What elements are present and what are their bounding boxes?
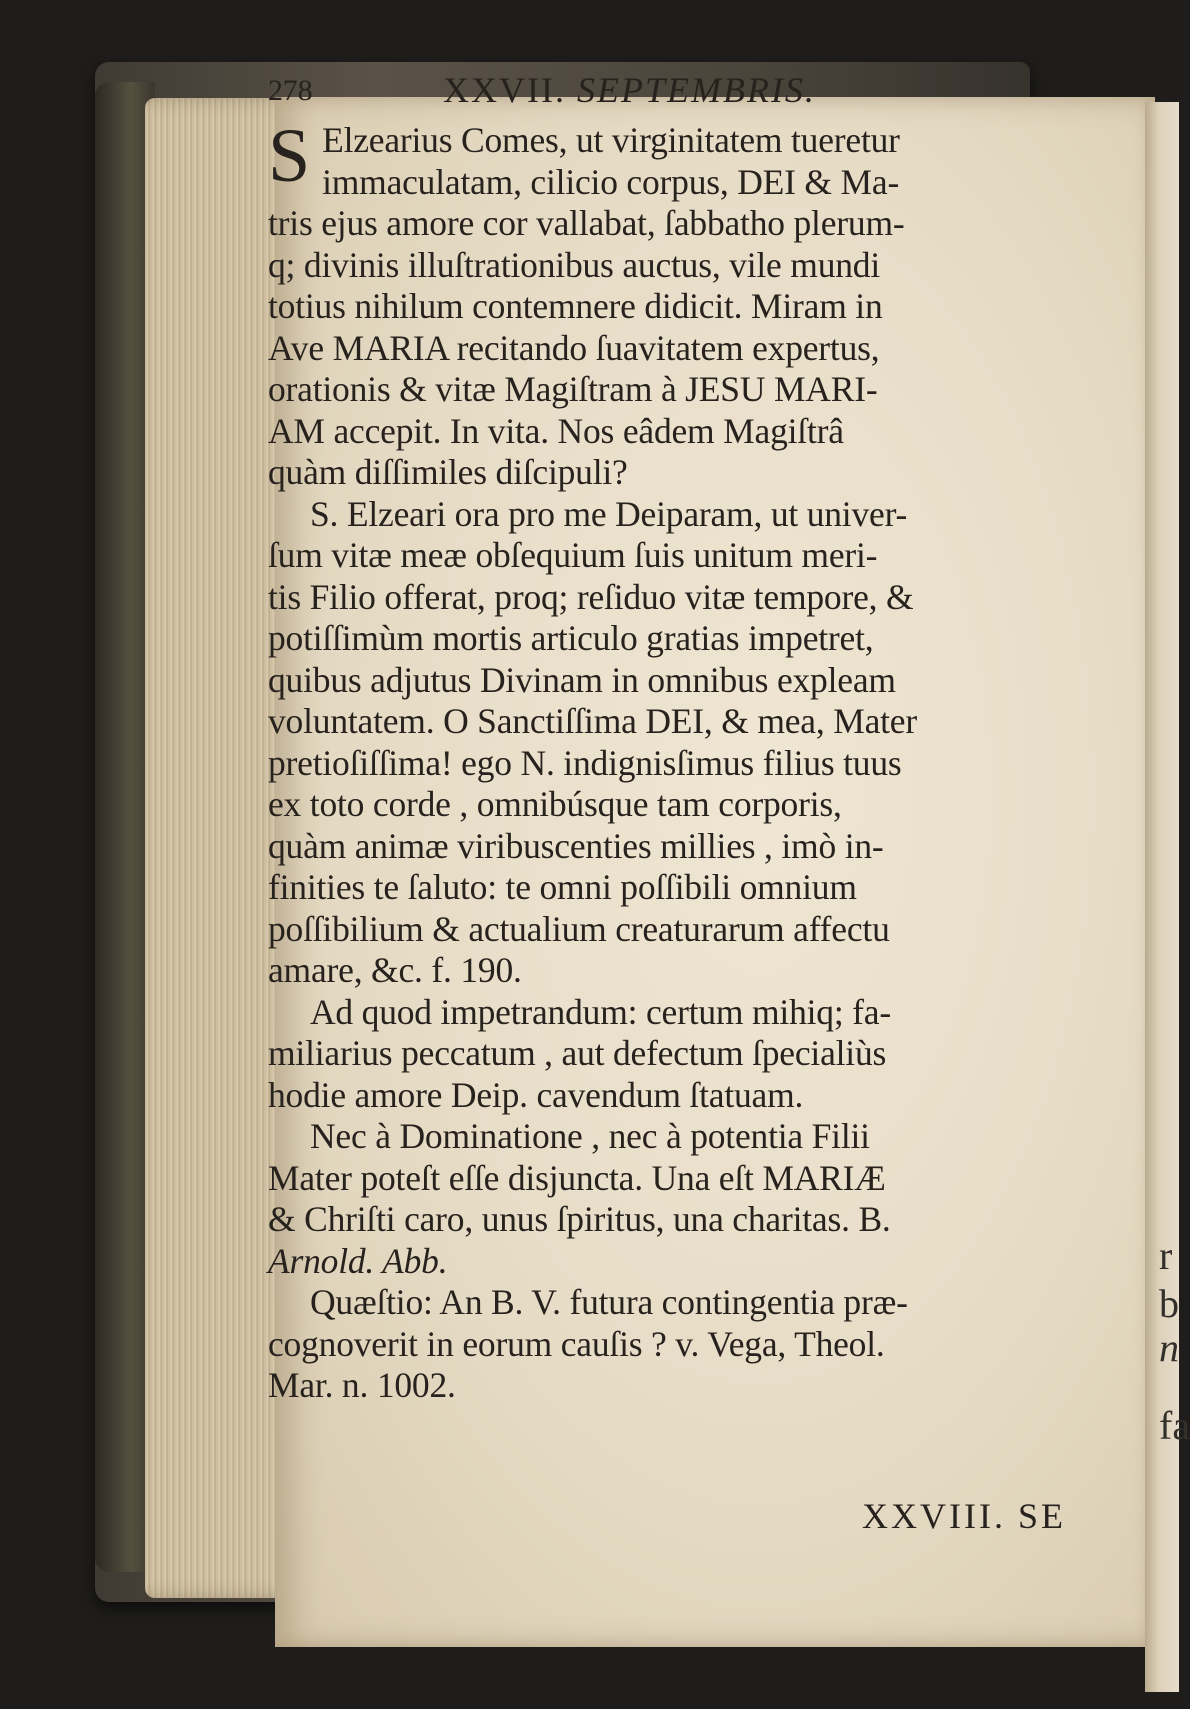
- text-line: Ad quod impetrandum: certum mihiq; fa-: [310, 991, 891, 1032]
- next-page-fragment: fa: [1159, 1403, 1190, 1448]
- text-line: immaculatam, cilicio corpus, DEI & Ma-: [322, 161, 900, 202]
- next-page-edge: [1145, 102, 1190, 1692]
- text-line: Quæſtio: An B. V. futura contingentia præ-: [310, 1282, 908, 1322]
- text-line: finities te ſaluto: te omni poſſibili omnium: [268, 867, 857, 907]
- heading-month: SEPTEMBRIS.: [576, 70, 816, 110]
- text-line: ex toto corde , omnibúsque tam corporis,: [268, 784, 842, 824]
- text-line: q; divinis illuſtrationibus auctus, vile mundi: [268, 244, 881, 285]
- text-line: totius nihilum contemnere didicit. Miram in: [268, 286, 883, 326]
- text-line: pretioſiſſima! ego N. indignisſimus filius tuus: [268, 742, 902, 783]
- text-line: tris ejus amore cor vallabat, ſabbatho plerum-: [268, 203, 905, 243]
- text-line: poſſibilium & actualium creaturarum affectu: [268, 908, 890, 949]
- catchword: XXVIII. SE: [862, 1496, 1066, 1536]
- text-line: AM accepit. In vita. Nos eâdem Magiſtrâ: [268, 410, 844, 451]
- text-line: S. Elzeari ora pro me Deiparam, ut univer-: [310, 493, 908, 534]
- text-line: quàm animæ viribuscenties millies , imò in-: [268, 825, 884, 866]
- text-line: Ave MARIA recitando ſuavitatem expertus,: [268, 327, 880, 368]
- next-page-fragment: n: [1159, 1325, 1179, 1370]
- text-line: tis Filio offerat, proq; reſiduo vitæ tempore, &: [268, 576, 914, 617]
- heading-day: XXVII.: [443, 70, 566, 110]
- next-page-fragment: r: [1159, 1233, 1173, 1278]
- text-line: Arnold. Abb.: [268, 1240, 448, 1281]
- page-text: [268, 70, 1043, 1407]
- text-line: Nec à Dominatione , nec à potentia Filii: [310, 1116, 870, 1156]
- page-number: 278: [268, 74, 313, 107]
- text-line: ſum vitæ meæ obſequium ſuis unitum meri-: [268, 535, 878, 575]
- text-line: hodie amore Deip. cavendum ſtatuam.: [268, 1074, 804, 1115]
- text-line: Mar. n. 1002.: [268, 1365, 456, 1405]
- text-line: miliarius peccatum , aut defectum ſpecialiùs: [268, 1033, 887, 1073]
- running-head: [268, 70, 1043, 114]
- text-line: voluntatem. O Sanctiſſima DEI, & mea, Mater: [268, 701, 917, 741]
- page-heading: [443, 70, 816, 112]
- text-line: Mater poteſt eſſe disjuncta. Una eſt MARIÆ: [268, 1157, 886, 1198]
- text-line: quibus adjutus Divinam in omnibus expleam: [268, 659, 896, 700]
- drop-cap: S: [268, 114, 311, 198]
- text-line: potiſſimùm mortis articulo gratias impetret,: [268, 618, 874, 658]
- text-line: amare, &c. f. 190.: [268, 950, 522, 990]
- paragraph-quotation: [268, 1116, 1043, 1282]
- text-line: orationis & vitæ Magiſtram à JESU MARI-: [268, 369, 878, 409]
- text-line: quàm diſſimiles diſcipuli?: [268, 452, 628, 492]
- paragraph-prayer: [268, 494, 1043, 992]
- text-line: cognoverit in eorum cauſis ? v. Vega, Theol.: [268, 1323, 885, 1364]
- paragraph-elzearius: [268, 114, 1043, 494]
- paragraph-question: [268, 1282, 1043, 1407]
- paragraph-resolution: [268, 992, 1043, 1117]
- text-line: & Chriſti caro, unus ſpiritus, una charitas. B.: [268, 1199, 891, 1239]
- text-line: Elzearius Comes, ut virginitatem tueretur: [322, 120, 900, 160]
- next-page-fragment: b: [1159, 1281, 1179, 1326]
